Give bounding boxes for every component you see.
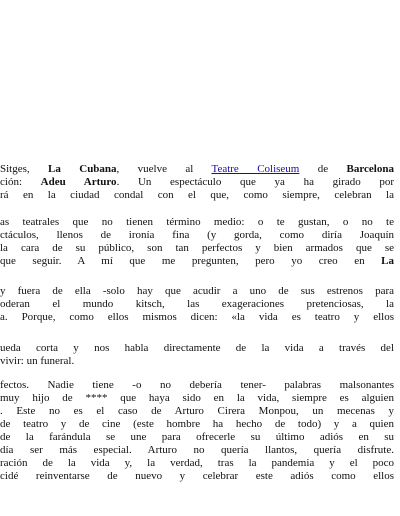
text-run: . Un espectáculo que ya ha girado por <box>116 176 394 188</box>
text-run: Sitges, <box>0 163 49 175</box>
text-run: , vuelve al <box>116 163 212 175</box>
bold-text: La <box>381 255 394 267</box>
article-line: ueda corta y nos habla directamente de la vida a través del <box>0 342 394 354</box>
article-line: a. Porque, como ellos mismos dicen: «la vida es teatro y ellos <box>0 311 394 323</box>
article-line: día ser más especial. Arturo no quería llantos, quería disfrute. <box>0 444 394 456</box>
article-line: muy hijo de **** que haya sido en la vida, siempre es alguien <box>0 392 394 404</box>
article-line: ctáculos, llenos de ironía fina (y gorda, como diría Joaquín <box>0 229 394 241</box>
article-line: ración de la vida y, la verdad, tras la pandemia y el poco <box>0 457 394 469</box>
article-line: fectos. Nadie tiene -o no debería tener- palabras malsonantes <box>0 379 394 391</box>
article-line: y fuera de ella -solo hay que acudir a uno de sus estrenos para <box>0 285 394 297</box>
article-line: . Este no es el caso de Arturo Cirera Monpou, un mecenas y <box>0 405 394 417</box>
company-name: La Cubana <box>48 163 117 175</box>
theatre-link[interactable]: Teatre Coliseum <box>211 163 300 175</box>
article-line: rá en la ciudad condal con el que, como siempre, celebran la <box>0 189 394 201</box>
text-run: ción: <box>0 176 41 188</box>
article-line <box>0 176 394 188</box>
article-line: oderan el mundo kitsch, las exageraciones pretenciosas, la <box>0 298 394 310</box>
article-line <box>0 163 394 175</box>
article-line: de teatro y de cine (este hombre ha hecho de todo) y a quien <box>0 418 394 430</box>
article-line: as teatrales que no tienen término medio: o te gustan, o no te <box>0 216 394 228</box>
article-line: vivir: un funeral. <box>0 355 75 367</box>
article-line: cidé reinventarse de nuevo y celebrar este adiós como ellos <box>0 470 394 482</box>
article-line: la cara de su público, son tan perfectos y bien armados que se <box>0 242 394 254</box>
text-run: de <box>299 163 347 175</box>
city-name: Barcelona <box>346 163 394 175</box>
article-line <box>0 255 394 267</box>
show-title: Adeu Arturo <box>40 176 117 188</box>
article-line: de la farándula se une para ofrecerle su último adiós en su <box>0 431 394 443</box>
text-run: que seguir. A mí que me pregunten, pero yo creo en <box>0 255 382 267</box>
